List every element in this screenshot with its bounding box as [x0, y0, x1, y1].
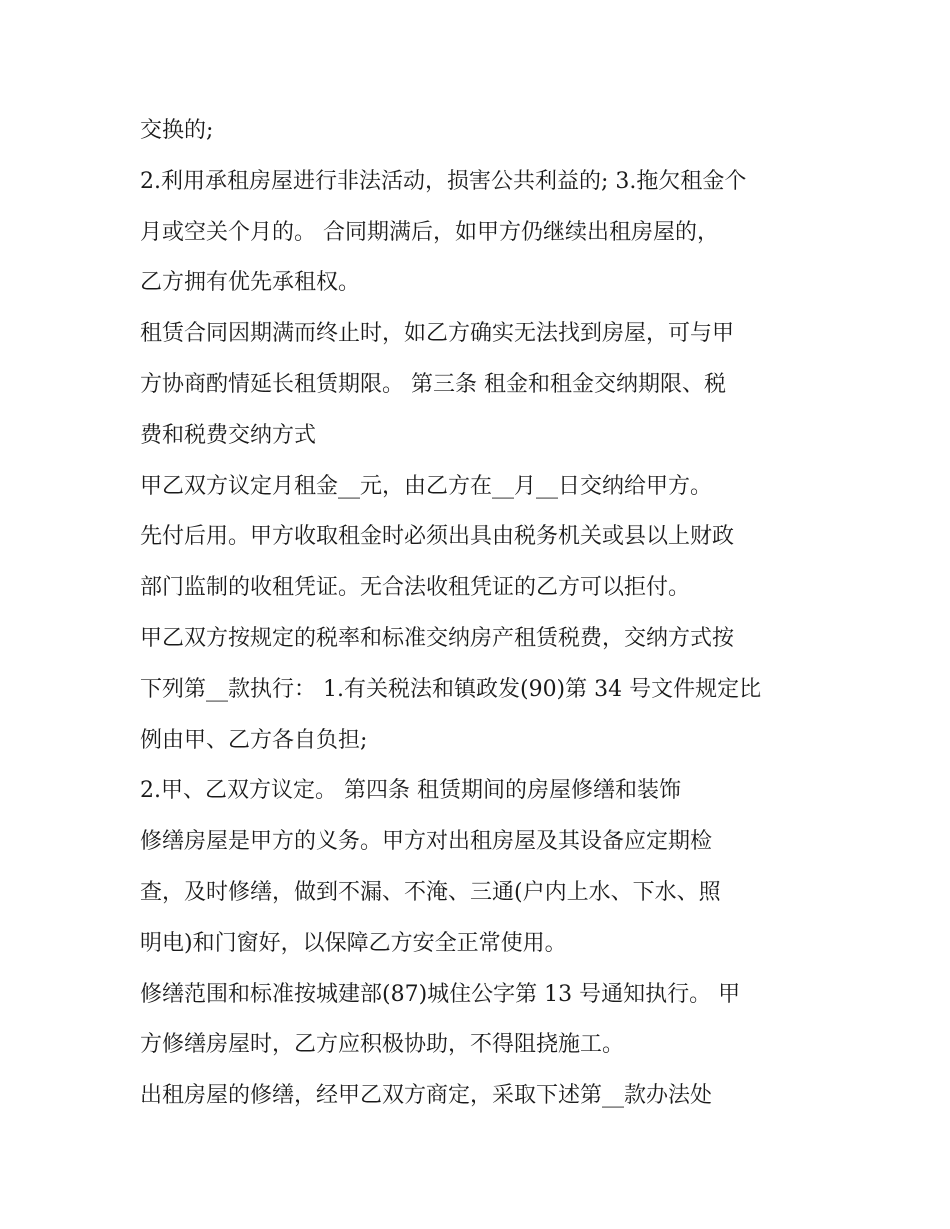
text-line: 修缮范围和标准按城建部(87)城住公字第 13 号通知执行。 甲	[140, 981, 741, 1007]
text-line: 下列第__款执行： 1.有关税法和镇政发(90)第 34 号文件规定比	[140, 676, 762, 702]
text-line: 方协商酌情延长租赁期限。 第三条 租金和租金交纳期限、税	[140, 371, 726, 397]
text-line: 租赁合同因期满而终止时，如乙方确实无法找到房屋，可与甲	[140, 321, 735, 347]
text-line: 明电)和门窗好，以保障乙方安全正常使用。	[140, 930, 567, 956]
text-line: 修缮房屋是甲方的义务。甲方对出租房屋及其设备应定期检	[140, 829, 713, 855]
text-line: 2.利用承租房屋进行非法活动，损害公共利益的; 3.拖欠租金个	[140, 168, 747, 194]
text-line: 交换的;	[140, 118, 214, 143]
text-line: 费和税费交纳方式	[140, 422, 317, 448]
text-line: 甲乙双方按规定的税率和标准交纳房产租赁税费，交纳方式按	[140, 625, 735, 651]
text-line: 先付后用。甲方收取租金时必须出具由税务机关或县以上财政	[140, 524, 735, 550]
text-line: 月或空关个月的。 合同期满后，如甲方仍继续出租房屋的，	[140, 219, 719, 245]
text-line: 例由甲、乙方各自负担;	[140, 727, 368, 753]
text-line: 乙方拥有优先承租权。	[140, 270, 361, 296]
text-line: 方修缮房屋时，乙方应积极协助，不得阻挠施工。	[140, 1032, 625, 1058]
text-line: 查，及时修缮，做到不漏、不淹、三通(户内上水、下水、照	[140, 879, 721, 905]
text-line: 部门监制的收租凭证。无合法收租凭证的乙方可以拒付。	[140, 575, 691, 601]
text-line: 出租房屋的修缮，经甲乙双方商定，采取下述第__款办法处	[140, 1083, 713, 1109]
text-line: 2.甲、乙双方议定。 第四条 租赁期间的房屋修缮和装饰	[140, 778, 681, 804]
text-line: 甲乙双方议定月租金__元，由乙方在__月__日交纳给甲方。	[140, 473, 713, 499]
